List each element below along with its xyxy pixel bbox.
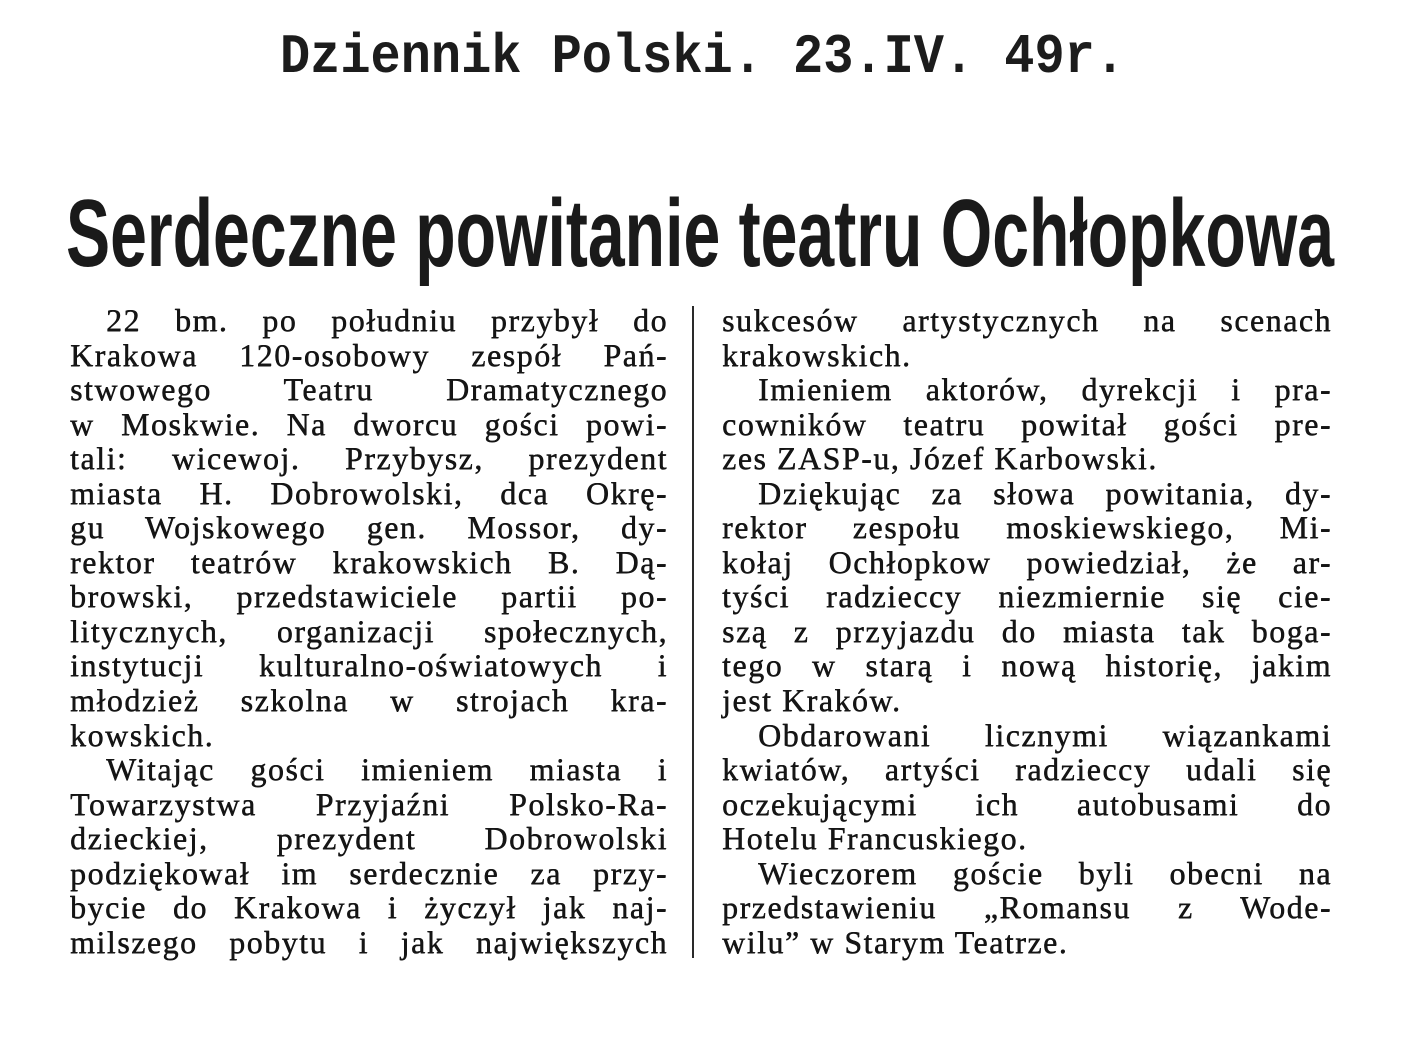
- text-line: tyści radzieccy niezmiernie się cie-: [722, 578, 1332, 615]
- text-line: Obdarowani licznymi wiązankami: [758, 716, 1332, 753]
- text-line: cowników teatru powitał gości pre-: [722, 405, 1332, 442]
- text-line: bycie do Krakowa i życzył jak naj-: [70, 889, 668, 926]
- text-line: podziękował im serdecznie za przy-: [70, 854, 668, 891]
- text-line: zes ZASP-u, Józef Karbowski.: [722, 440, 1158, 477]
- text-line: Dziękując za słowa powitania, dy-: [758, 474, 1332, 511]
- text-line: kowskich.: [70, 716, 215, 753]
- text-line: rektor zespołu moskiewskiego, Mi-: [722, 509, 1332, 546]
- text-line: przedstawieniu „Romansu z Wode-: [722, 889, 1332, 926]
- article-paragraph: [722, 303, 1332, 372]
- article-paragraph: [722, 718, 1332, 856]
- text-line: browski, przedstawiciele partii po-: [70, 578, 668, 615]
- text-line: gu Wojskowego gen. Mossor, dy-: [70, 509, 668, 546]
- article-paragraph: [722, 372, 1332, 476]
- article-paragraph: [70, 752, 668, 959]
- text-line: dzieckiej, prezydent Dobrowolski: [70, 820, 668, 857]
- text-line: Wieczorem goście byli obecni na: [758, 854, 1332, 891]
- text-line: tego w starą i nową historię, jakim: [722, 647, 1332, 684]
- text-line: Krakowa 120-osobowy zespół Pań-: [70, 336, 668, 373]
- text-line: kwiatów, artyści radzieccy udali się: [722, 751, 1332, 788]
- text-line: 22 bm. po południu przybył do: [106, 302, 668, 338]
- source-line-graphic: [0, 0, 1428, 110]
- article-paragraph: [722, 856, 1332, 960]
- text-line: tali: wicewoj. Przybysz, prezydent: [70, 440, 668, 477]
- text-line: stwowego Teatru Dramatycznego: [70, 371, 668, 408]
- headline: Serdeczne powitanie teatru Ochłopkowa: [66, 180, 1335, 287]
- headline-graphic: [0, 180, 1428, 300]
- text-line: miasta H. Dobrowolski, dca Okrę-: [70, 474, 668, 511]
- column-divider: [692, 306, 694, 958]
- text-line: jest Kraków.: [722, 682, 902, 719]
- text-line: sukcesów artystycznych na scenach: [722, 302, 1332, 338]
- text-line: Hotelu Francuskiego.: [722, 820, 1028, 857]
- text-line: milszego pobytu i jak największych: [70, 923, 668, 960]
- text-line: Towarzystwa Przyjaźni Polsko-Ra-: [70, 785, 668, 822]
- article-paragraph: [70, 303, 668, 752]
- text-line: Imieniem aktorów, dyrekcji i pra-: [758, 371, 1332, 408]
- text-line: szą z przyjazdu do miasta tak boga-: [722, 612, 1332, 649]
- text-line: krakowskich.: [722, 336, 912, 373]
- article-paragraph: [722, 476, 1332, 718]
- text-line: wilu” w Starym Teatrze.: [722, 923, 1069, 960]
- text-line: oczekującymi ich autobusami do: [722, 785, 1332, 822]
- article-column-right: [722, 303, 1332, 959]
- text-line: kołaj Ochłopkow powiedział, że ar-: [722, 543, 1332, 580]
- article-column-left: [70, 303, 668, 959]
- source-line: Dziennik Polski. 23.IV. 49r.: [280, 25, 1125, 89]
- text-line: instytucji kulturalno-oświatowych i: [70, 647, 668, 684]
- text-line: rektor teatrów krakowskich B. Dą-: [70, 543, 668, 580]
- text-line: litycznych, organizacji społecznych,: [70, 612, 668, 649]
- text-line: Witając gości imieniem miasta i: [106, 751, 668, 788]
- text-line: młodzież szkolna w strojach kra-: [70, 682, 668, 719]
- text-line: w Moskwie. Na dworcu gości powi-: [70, 405, 668, 442]
